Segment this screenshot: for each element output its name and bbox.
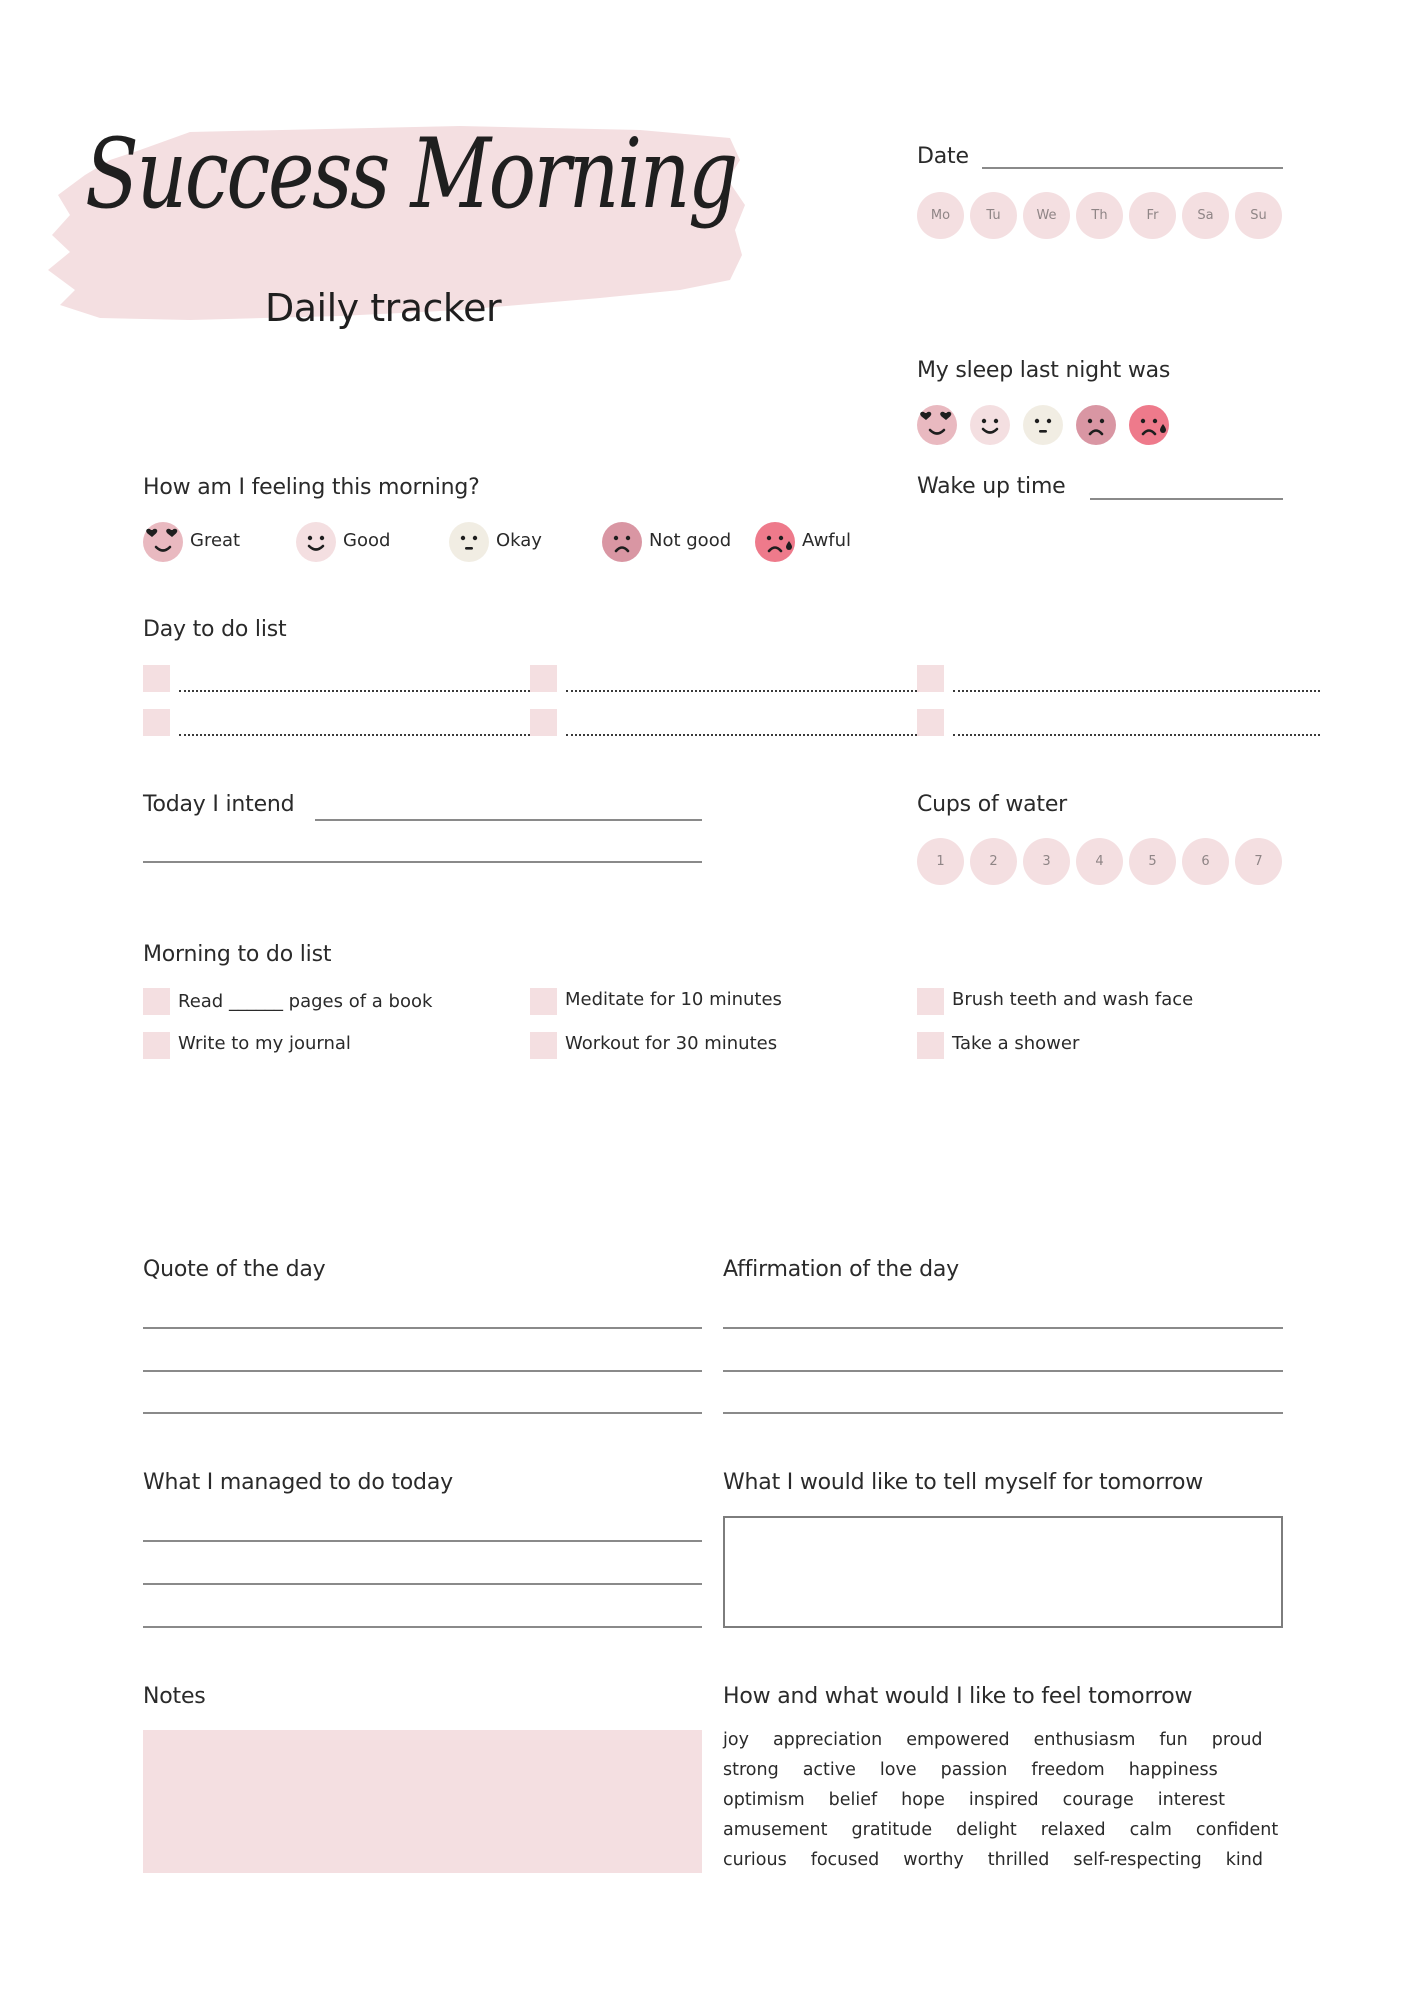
date-label: Date <box>917 144 969 169</box>
water-cup-7[interactable]: 7 <box>1235 838 1282 885</box>
day-todo-line[interactable] <box>566 734 929 736</box>
feel-word: belief <box>828 1790 878 1810</box>
managed-line-3[interactable] <box>143 1626 702 1628</box>
managed-line-2[interactable] <box>143 1583 702 1585</box>
day-todo-checkbox[interactable] <box>530 665 557 692</box>
feel-tomorrow-label: How and what would I like to feel tomorrow <box>723 1684 1193 1709</box>
water-cup-4[interactable]: 4 <box>1076 838 1123 885</box>
day-circle-th[interactable]: Th <box>1076 192 1123 239</box>
feel-word: appreciation <box>772 1730 883 1750</box>
feeling-crying-face-icon[interactable] <box>755 522 795 562</box>
affirmation-line-1[interactable] <box>723 1327 1283 1329</box>
page-title: Success Morning <box>85 118 736 230</box>
day-todo-checkbox[interactable] <box>143 665 170 692</box>
feeling-option-label: Great <box>190 530 241 551</box>
feel-word: self-respecting <box>1073 1850 1202 1870</box>
day-todo-checkbox[interactable] <box>917 709 944 736</box>
quote-line-1[interactable] <box>143 1327 702 1329</box>
affirmation-line-2[interactable] <box>723 1370 1283 1372</box>
feeling-label: How am I feeling this morning? <box>143 475 480 500</box>
day-todo-checkbox[interactable] <box>530 709 557 736</box>
day-circle-su[interactable]: Su <box>1235 192 1282 239</box>
feel-word: worthy <box>903 1850 964 1870</box>
morning-todo-checkbox[interactable] <box>530 1032 557 1059</box>
feel-word: thrilled <box>987 1850 1050 1870</box>
feel-word: interest <box>1157 1790 1225 1810</box>
day-circle-tu[interactable]: Tu <box>970 192 1017 239</box>
feel-word: joy <box>723 1730 749 1750</box>
notes-label: Notes <box>143 1684 206 1709</box>
water-cup-3[interactable]: 3 <box>1023 838 1070 885</box>
day-todo-line[interactable] <box>953 734 1320 736</box>
wake-up-input-line[interactable] <box>1090 498 1283 500</box>
feel-words-row <box>723 1850 1263 1870</box>
day-todo-line[interactable] <box>179 690 542 692</box>
day-todo-label: Day to do list <box>143 617 287 642</box>
intend-line-1[interactable] <box>315 819 702 821</box>
morning-todo-checkbox[interactable] <box>917 1032 944 1059</box>
water-cup-5[interactable]: 5 <box>1129 838 1176 885</box>
quote-line-3[interactable] <box>143 1412 702 1414</box>
day-todo-checkbox[interactable] <box>917 665 944 692</box>
day-todo-line[interactable] <box>566 690 929 692</box>
feel-word: passion <box>940 1760 1008 1780</box>
feel-word: optimism <box>723 1790 805 1810</box>
intend-line-2[interactable] <box>143 861 702 863</box>
day-circle-we[interactable]: We <box>1023 192 1070 239</box>
sleep-label: My sleep last night was <box>917 358 1171 383</box>
water-cup-6[interactable]: 6 <box>1182 838 1229 885</box>
feel-word: hope <box>901 1790 945 1810</box>
affirmation-label: Affirmation of the day <box>723 1257 959 1282</box>
tell-tomorrow-box[interactable] <box>723 1516 1283 1628</box>
sleep-frown-face-icon[interactable] <box>1076 405 1116 445</box>
sleep-neutral-face-icon[interactable] <box>1023 405 1063 445</box>
feeling-frown-face-icon[interactable] <box>602 522 642 562</box>
feel-word: curious <box>723 1850 787 1870</box>
feel-words-row <box>723 1790 1225 1810</box>
feel-word: freedom <box>1031 1760 1105 1780</box>
feel-words-row <box>723 1760 1218 1780</box>
day-todo-line[interactable] <box>179 734 542 736</box>
feeling-heart-eyes-face-icon[interactable] <box>143 522 183 562</box>
feeling-smile-face-icon[interactable] <box>296 522 336 562</box>
managed-label: What I managed to do today <box>143 1470 453 1495</box>
feel-words-row <box>723 1730 1263 1750</box>
date-input-line[interactable] <box>982 167 1283 169</box>
feel-word: courage <box>1062 1790 1134 1810</box>
morning-todo-item: Brush teeth and wash face <box>952 989 1194 1010</box>
day-todo-line[interactable] <box>953 690 1320 692</box>
feel-word: love <box>879 1760 917 1780</box>
morning-todo-item: Workout for 30 minutes <box>565 1033 778 1054</box>
morning-todo-checkbox[interactable] <box>530 988 557 1015</box>
sleep-smile-face-icon[interactable] <box>970 405 1010 445</box>
feeling-option-label: Not good <box>649 530 732 551</box>
morning-todo-item: Take a shower <box>952 1033 1080 1054</box>
feel-word: amusement <box>723 1820 828 1840</box>
sleep-heart-eyes-face-icon[interactable] <box>917 405 957 445</box>
feel-word: gratitude <box>851 1820 933 1840</box>
wake-up-label: Wake up time <box>917 474 1066 499</box>
quote-label: Quote of the day <box>143 1257 326 1282</box>
feel-word: fun <box>1159 1730 1188 1750</box>
morning-todo-checkbox[interactable] <box>143 988 170 1015</box>
water-cup-2[interactable]: 2 <box>970 838 1017 885</box>
managed-line-1[interactable] <box>143 1540 702 1542</box>
water-cup-1[interactable]: 1 <box>917 838 964 885</box>
sleep-crying-face-icon[interactable] <box>1129 405 1169 445</box>
feel-word: calm <box>1129 1820 1172 1840</box>
feel-word: kind <box>1225 1850 1263 1870</box>
feel-words-row <box>723 1820 1278 1840</box>
day-circle-fr[interactable]: Fr <box>1129 192 1176 239</box>
feel-word: enthusiasm <box>1033 1730 1136 1750</box>
feel-word: delight <box>956 1820 1017 1840</box>
morning-todo-item: Write to my journal <box>178 1033 351 1054</box>
feeling-option-label: Good <box>343 530 391 551</box>
feel-word: relaxed <box>1040 1820 1106 1840</box>
feeling-option-label: Okay <box>496 530 542 551</box>
feel-word: proud <box>1211 1730 1263 1750</box>
water-label: Cups of water <box>917 792 1068 817</box>
intend-label: Today I intend <box>143 792 295 817</box>
feel-word: happiness <box>1128 1760 1218 1780</box>
feel-word: confident <box>1195 1820 1279 1840</box>
page-subtitle: Daily tracker <box>265 286 502 330</box>
feel-word: focused <box>810 1850 880 1870</box>
affirmation-line-3[interactable] <box>723 1412 1283 1414</box>
feel-word: empowered <box>906 1730 1010 1750</box>
day-circle-mo[interactable]: Mo <box>917 192 964 239</box>
notes-box[interactable] <box>143 1730 702 1873</box>
morning-todo-item: Read ______ pages of a book <box>178 991 433 1012</box>
feeling-neutral-face-icon[interactable] <box>449 522 489 562</box>
feel-word: strong <box>723 1760 779 1780</box>
morning-todo-checkbox[interactable] <box>143 1032 170 1059</box>
feeling-option-label: Awful <box>802 530 852 551</box>
quote-line-2[interactable] <box>143 1370 702 1372</box>
day-circle-sa[interactable]: Sa <box>1182 192 1229 239</box>
tell-tomorrow-label: What I would like to tell myself for tomorrow <box>723 1470 1204 1495</box>
morning-todo-item: Meditate for 10 minutes <box>565 989 782 1010</box>
morning-todo-label: Morning to do list <box>143 942 332 967</box>
feel-word: active <box>802 1760 856 1780</box>
day-todo-checkbox[interactable] <box>143 709 170 736</box>
morning-todo-checkbox[interactable] <box>917 988 944 1015</box>
feel-word: inspired <box>968 1790 1039 1810</box>
